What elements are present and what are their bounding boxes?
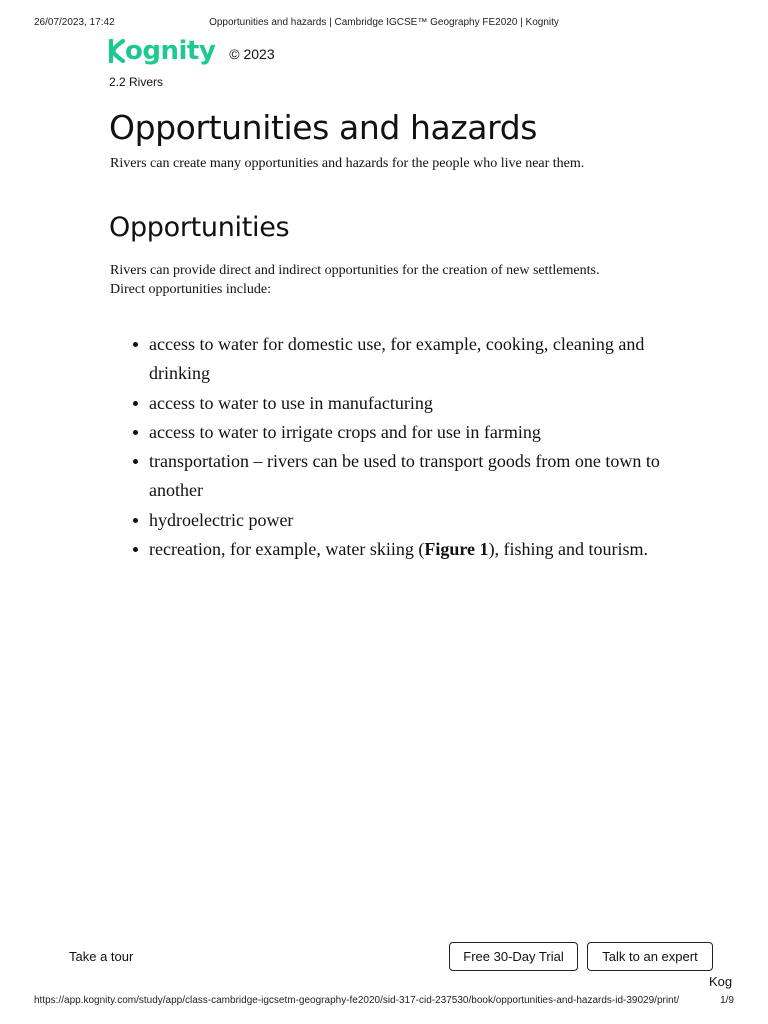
footer-bar [0, 940, 768, 976]
talk-to-expert-button[interactable]: Talk to an expert [587, 942, 713, 971]
list-item: transportation – rivers can be used to transport goods from one town to another [149, 447, 679, 506]
page-intro: Rivers can create many opportunities and hazards for the people who live near them. [110, 156, 585, 171]
list-item: access to water to use in manufacturing [149, 389, 679, 418]
print-url: https://app.kognity.com/study/app/class-cambridge-igcsetm-geography-fe2020/sid-317-cid-237530/book/opportunities-and-hazards-id-39029/print/ [34, 995, 680, 1006]
print-footer [34, 995, 734, 1009]
bullet-icon [133, 518, 138, 523]
list-item: recreation, for example, water skiing (Figure 1), fishing and tourism. [149, 535, 679, 564]
page-title: Opportunities and hazards [109, 108, 538, 147]
free-trial-button[interactable]: Free 30-Day Trial [449, 942, 578, 971]
copyright: © 2023 [229, 45, 275, 62]
section-heading-opportunities: Opportunities [109, 212, 290, 243]
print-datetime: 26/07/2023, 17:42 [34, 17, 115, 28]
section-intro [110, 261, 690, 299]
bullet-icon [133, 547, 138, 552]
bullet-icon [133, 401, 138, 406]
list-item: access to water for domestic use, for example, cooking, cleaning and drinking [149, 330, 679, 389]
kognity-logo [108, 36, 215, 66]
truncated-brand-text: Kog [709, 974, 733, 989]
section-intro-line2: Direct opportunities include: [110, 282, 271, 297]
print-page-number: 1/9 [720, 995, 734, 1006]
kognity-k-logo-icon [108, 39, 126, 63]
bullet-icon [133, 342, 138, 347]
opportunities-list [149, 330, 679, 564]
take-a-tour-link[interactable]: Take a tour [69, 949, 134, 964]
list-item: access to water to irrigate crops and for use in farming [149, 418, 679, 447]
figure-1-reference[interactable]: Figure 1 [424, 539, 489, 560]
section-intro-line1: Rivers can provide direct and indirect opportunities for the creation of new settlements. [110, 263, 600, 278]
print-page-title: Opportunities and hazards | Cambridge IGCSE™ Geography FE2020 | Kognity [209, 17, 559, 28]
print-header [34, 17, 734, 31]
bullet-icon [133, 459, 138, 464]
logo-wordmark: ognity [125, 36, 216, 66]
list-item: hydroelectric power [149, 506, 679, 535]
bullet-icon [133, 430, 138, 435]
brand-row [108, 34, 275, 68]
breadcrumb[interactable]: 2.2 Rivers [109, 75, 164, 89]
